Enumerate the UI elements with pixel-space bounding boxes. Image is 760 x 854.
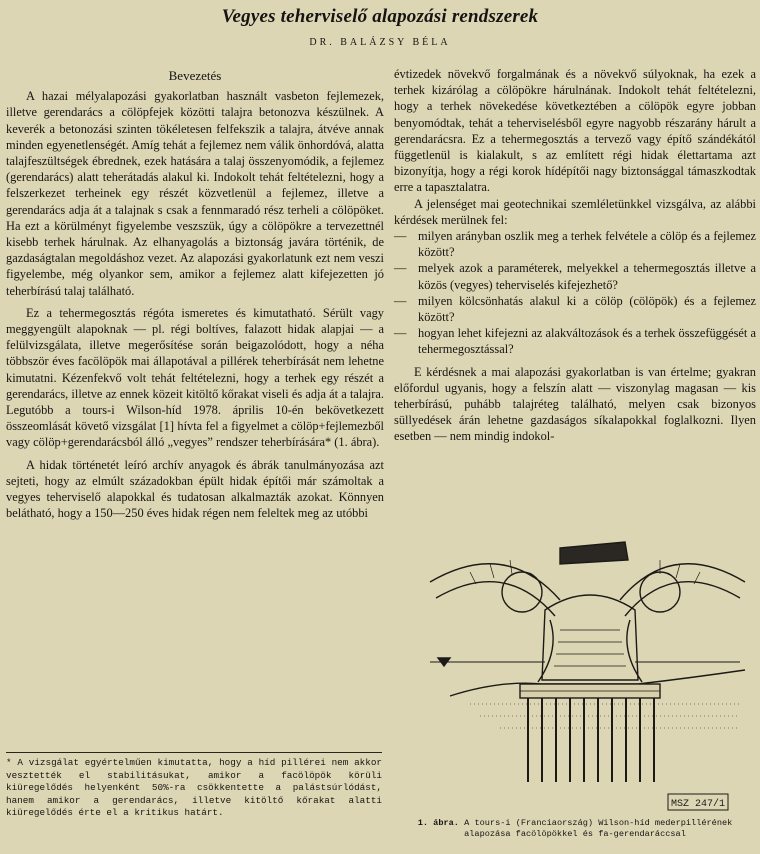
question-dash: — [394, 293, 407, 308]
timber-piles [528, 698, 654, 782]
figure-stamp: MSZ 247/1 [670, 799, 726, 810]
bridge-pier-drawing [410, 520, 756, 816]
bridge-pier-figure [410, 520, 756, 816]
pier-shaft-right [627, 620, 642, 682]
question-item [394, 293, 756, 325]
question-item [394, 228, 756, 260]
caption-text: A tours-i (Franciaország) Wilson-híd mederpillérének alapozása facölöpökkel és fa-gerendaráccsal [464, 818, 733, 839]
spandrel-arch-right [640, 572, 680, 612]
question-text: milyen kölcsönhatás alakul ki a cölöp (cölöpök) és a fejlemez között? [418, 293, 756, 325]
article-title: Vegyes teherviselő alapozási rendszerek [221, 6, 539, 27]
question-dash: — [394, 326, 407, 341]
question-text: hogyan lehet kifejezni az alakváltozások és a terhek összefüggését a tehermegosztással? [418, 326, 756, 357]
paragraph: A hidak történetét leíró archív anyagok és ábrák tanulmányozása azt sejteti, hogy az elmúlt századokban épült hidak építői már számoltak a vegyes teherviselő alapokkal és tudatosan alkalmazták azokat. Könnyen belátható, hogy a 150—250 éves hidak régen nem feleltek meg az utóbbi [6, 457, 384, 521]
footnote: * A vizsgálat egyértelműen kimutatta, hogy a híd pillérei nem akkor vesztették el stabilitásukat, amikor a facölöpök körüli kiüregelődés helyenként 50%-ra csökkentette a palástsúrlódást, hanem amikor a gerendarács, illetve kitöltő kőrakat alatti kiüregelődés érte el a kritikus határt. [6, 757, 382, 819]
question-item [394, 260, 756, 292]
question-text: milyen arányban oszlik meg a terhek felvétele a cölöp és a fejlemez között? [418, 229, 756, 260]
footnote-divider [6, 752, 382, 753]
section-title: Bevezetés [168, 68, 222, 83]
question-dash: — [394, 229, 407, 244]
right-column [394, 66, 756, 445]
question-dash: — [394, 261, 407, 276]
paragraph: A jelenséget mai geotechnikai szemléletünkkel vizsgálva, az alábbi kérdések merülnek fel: [394, 196, 756, 227]
figure-caption [394, 818, 756, 840]
pier-body [542, 595, 638, 680]
left-column [6, 66, 384, 521]
spandrel-arch-left [502, 572, 542, 612]
article-author: DR. BALÁZSY BÉLA [309, 37, 451, 48]
paragraph: E kérdésnek a mai alapozási gyakorlatban is van értelme; gyakran előfordul ugyanis, hogy a felszín alatt — viszonylag magasan — kis teherbírású, puhább talajréteg található, melyen csak bizonyos süllyedések árán lehetne gazdaságos síkalapokkal foglalkozni. Ilyen esetben — nem mindig indokol- [394, 364, 756, 444]
right-arch-inner [625, 582, 740, 616]
left-arch-inner [436, 582, 555, 616]
caption-label: 1. ábra. [417, 818, 459, 828]
paragraph: A hazai mélyalapozási gyakorlatban használt vasbeton fejlemezek, illetve gerendarács a cölöpfejek közötti talajra betonozva készülnek. A keverék a betonozási szinten tökéletesen felfekszik a talajra, átvéve annak minden egyenetlenségét. Amíg tehát a fejlemez nem válik önhordóvá, alatta talajfeszültségek ébrednek, ezek hatására a talaj összenyomódik, a fejlemez (gerendarács) alatt teherátadás alakul ki. Indokolt tehát feltételezni, hogy a felszerkezet terheinek egy részét közvetlenül a fejlemez, illetve a gerendarács adja át a talajnak s csak a fennmaradó rész terheli a cölöpöket. Ha ezt a körülményt figyelembe veszszük, úgy a cölöpökre a tervezettnél kisebb terhek hárulnak. Az elhanyagolás a biztonság javára történik, de gazdaságtalan megoldáshoz vezet. Az alapozási gyakorlatunk ezt nem veszi figyelembe, még olyankor sem, amikor a fejlemez alatt kifejezetten jó teherbírású talaj található. [6, 89, 384, 298]
paragraph: évtizedek növekvő forgalmának és a növekvő súlyoknak, ha ezek a terhek kizárólag a cölöpökre hárulnának. Indokolt tehát feltételezni, hogy a terhek növekedése következtében a cölöpök egyre jobban benyomódtak, tehát a teherviselésből egyre nagyobb részarány hárult a gerendarácsra. Ez a tehermegosztás a tervező vagy építő szándékától függetlenül is kialakult, s az említett régi hidak élettartama azt bizonyítja, hogy a régi korok hídépítői nagy biztonsággal támaszkodtak erre a tapasztalatra. [394, 67, 756, 195]
question-item [394, 325, 756, 357]
pier-shaft-left [538, 620, 553, 682]
paragraph: Ez a tehermegosztás régóta ismeretes és kimutatható. Sérült vagy meggyengült alapoknak — pl. régi boltíves, falazott hidak alapjai — a felülvizsgálata, illetve megerősítése során beigazolódott, hogy a néha többször éves facölöpök mai állapotával a pillérek teherbírását nem lehetne kimutatni. Kézenfekvő volt tehát feltételezni, hogy a terhek egy részét a gerendarács, illetve az ennek közeit kitöltő kőrakat viseli és adja át a talajra. Legutóbb a tours-i Wilson-híd 1978. április 10-én bekövetkezett összeomlását követő vizsgálat [1] hívta fel a figyelmet a cölöp+fejlemezből vagy cölöp+gerendarácsból álló „vegyes” rendszer teherbírására* (1. ábra). [6, 305, 384, 450]
question-text: melyek azok a paraméterek, melyekkel a tehermegosztás illetve a közös (vegyes) teherviselés kifejezhető? [418, 261, 756, 292]
deck-rubble [560, 542, 628, 564]
